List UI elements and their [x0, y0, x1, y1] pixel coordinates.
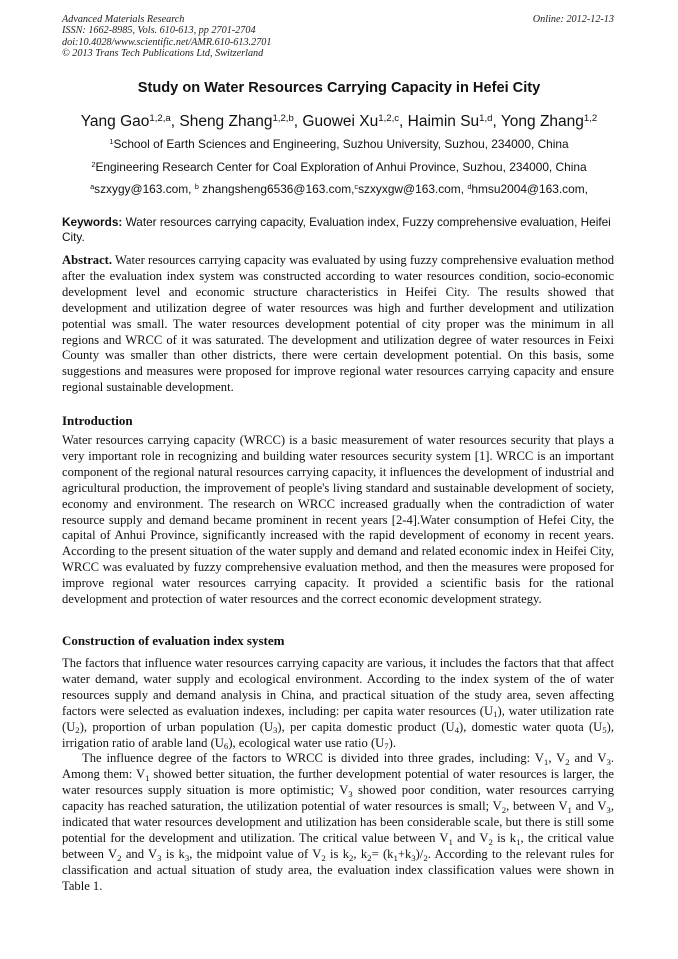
- author-sup: 1,d: [479, 112, 493, 124]
- affiliation-sup: 2: [91, 159, 96, 169]
- abstract: [62, 253, 614, 396]
- construction-paragraph-1: The factors that influence water resources carrying capacity are various, it includes the factors that that affect water demand, water supply and ecological environment. According to the index system of the of water resources supply and demand analysis in China, and practical situation of the study area, seven affecting factors were selected as evaluation indexes, including: per capita water resources $(U_1)$, water utilization rate $(U_2)$, proportion of urban population $(U_3)$, per capita domestic product $(U_4)$, domestic water quota $(U_5)$, irrigation ratio of arable land $(U_6)$, ecological water use ratio $(U_7)$.: [62, 656, 614, 752]
- journal-name: Advanced Materials Research: [62, 14, 185, 25]
- doi-line: doi:10.4028/www.scientific.net/AMR.610-613.2701: [62, 36, 272, 48]
- author-sup: 1,2: [583, 112, 598, 124]
- introduction-text: Water resources carrying capacity (WRCC) is a basic measurement of water resources security that plays a very important role in recognizing and building water resources security system [1]. WRCC is an important component of the regional natural resources carrying capacity, it influences the development of industrial and agricultural production, the improvement of people's living standard and sustainable development of society, economy and environment. The research on WRCC increased gradually when the contradiction of water resource supply and demand became prominent in recent years [2-4].Water consumption of Hefei City, the capital of Anhui Province, significantly increased with the rapid development of economy in recent years. According to the present situation of the water supply and demand and related economic index in Heifei City, WRCC was evaluated by fuzzy comprehensive evaluation method, and then the measures were proposed for improve regional water resources carrying capacity. It provided a scientific basis for the rational development and protection of water resources and the correct economic development strategy.: [62, 433, 614, 607]
- affiliation-2: [0, 160, 678, 174]
- author-sup: 1,2,a: [149, 112, 171, 124]
- affiliation-text: Engineering Research Center for Coal Exploration of Anhui Province, Suzhou, 234000, China: [95, 160, 587, 174]
- abstract-text: Water resources carrying capacity was evaluated by using fuzzy comprehensive evaluation method after the evaluation index system was constructed according to water resources condition, socio-economic development level and economic structure characteristics in Heifei City. The results showed that development and utilization degree of water resources was high and further development and utilization potential was small. The water resources development potential of city proper was the minimum in all regions and WRCC of it was saturated. The development and utilization degree of water resources in Feixi County was smaller than other districts, there were certain development potential. On this basis, some suggestions and measures were proposed for improve regional water resources carrying capacity and ensure regional sustainable development.: [62, 253, 614, 395]
- section-heading-construction: Construction of evaluation index system: [62, 633, 285, 648]
- email-list: [0, 182, 678, 196]
- copyright-line: © 2013 Trans Tech Publications Ltd, Switzerland: [62, 47, 264, 59]
- author-name: Guowei Xu: [302, 113, 379, 130]
- email-link[interactable]: szxyxgw@163.com,: [358, 182, 468, 196]
- author-name: Yong Zhang: [500, 113, 584, 130]
- email-sup: d: [467, 181, 472, 191]
- author-name: Sheng Zhang: [179, 113, 273, 130]
- email-sup: a: [90, 181, 95, 191]
- author-name: Yang Gao: [80, 113, 150, 130]
- affiliation-text: School of Earth Sciences and Engineering, Suzhou University, Suzhou, 234000, China: [113, 137, 569, 151]
- author-list: Yang Gao$^{1,2,a}$, Sheng Zhang$^{1,2,b}$, Guowei Xu$^{1,2,c}$, Haimin Su$^{1,d}$, Yong Zhang$^{1,2}$: [80, 112, 598, 130]
- construction-paragraph-2: The influence degree of the factors to WRCC is divided into three grades, including: $V_1$, $V_2$ and $V_3$. Among them: $V_1$ showed better situation, the further development potential of water resources is larger, the water resources supply situation is more optimistic; $V_3$ showed poor condition, water resources carrying capacity has reached saturation, the utilization potential of water resources is small; $V_2$, between $V_1$ and $V_3$, indicated that water resources development and utilization has been considerable scale, but there is still some potential for the development and utilization. The critical value between $V_1$ and $V_2$ is $k_1$, the critical value between $V_2$ and $V_3$ is $k_3$, the midpoint value of $V_2$ is $k_2$, $k_2= (k_1+k_3)/_2$. According to the relevant rules for classification and actual situation of study area, the evaluation index classification values were shown in Table 1.: [62, 751, 615, 893]
- affiliation-sup: 1: [109, 136, 114, 146]
- paper-title: Study on Water Resources Carrying Capacity in Hefei City: [137, 80, 541, 96]
- keywords-text: Water resources carrying capacity, Evaluation index, Fuzzy comprehensive evaluation, Heifei City.: [62, 215, 611, 244]
- issn-line: ISSN: 1662-8985, Vols. 610-613, pp 2701-2704: [62, 25, 256, 37]
- author-name: Haimin Su: [407, 113, 480, 130]
- email-link[interactable]: szxygy@163.com,: [94, 182, 195, 196]
- affiliation-1: [0, 137, 678, 151]
- online-date: Online: 2012-12-13: [532, 14, 614, 25]
- email-sup: b: [194, 181, 199, 191]
- author-sup: 1,2,b: [272, 112, 294, 124]
- email-link[interactable]: hmsu2004@163.com,: [471, 182, 588, 196]
- email-link[interactable]: zhangsheng6536@163.com,: [198, 182, 355, 196]
- construction-text: [62, 656, 614, 895]
- keywords-label: Keywords:: [62, 215, 123, 229]
- author-sup: 1,2,c: [378, 112, 400, 124]
- section-heading-introduction: Introduction: [62, 413, 133, 428]
- abstract-label: Abstract.: [62, 253, 113, 267]
- keywords: [62, 215, 614, 245]
- journal-header: [62, 14, 271, 59]
- email-sup: c: [354, 181, 359, 191]
